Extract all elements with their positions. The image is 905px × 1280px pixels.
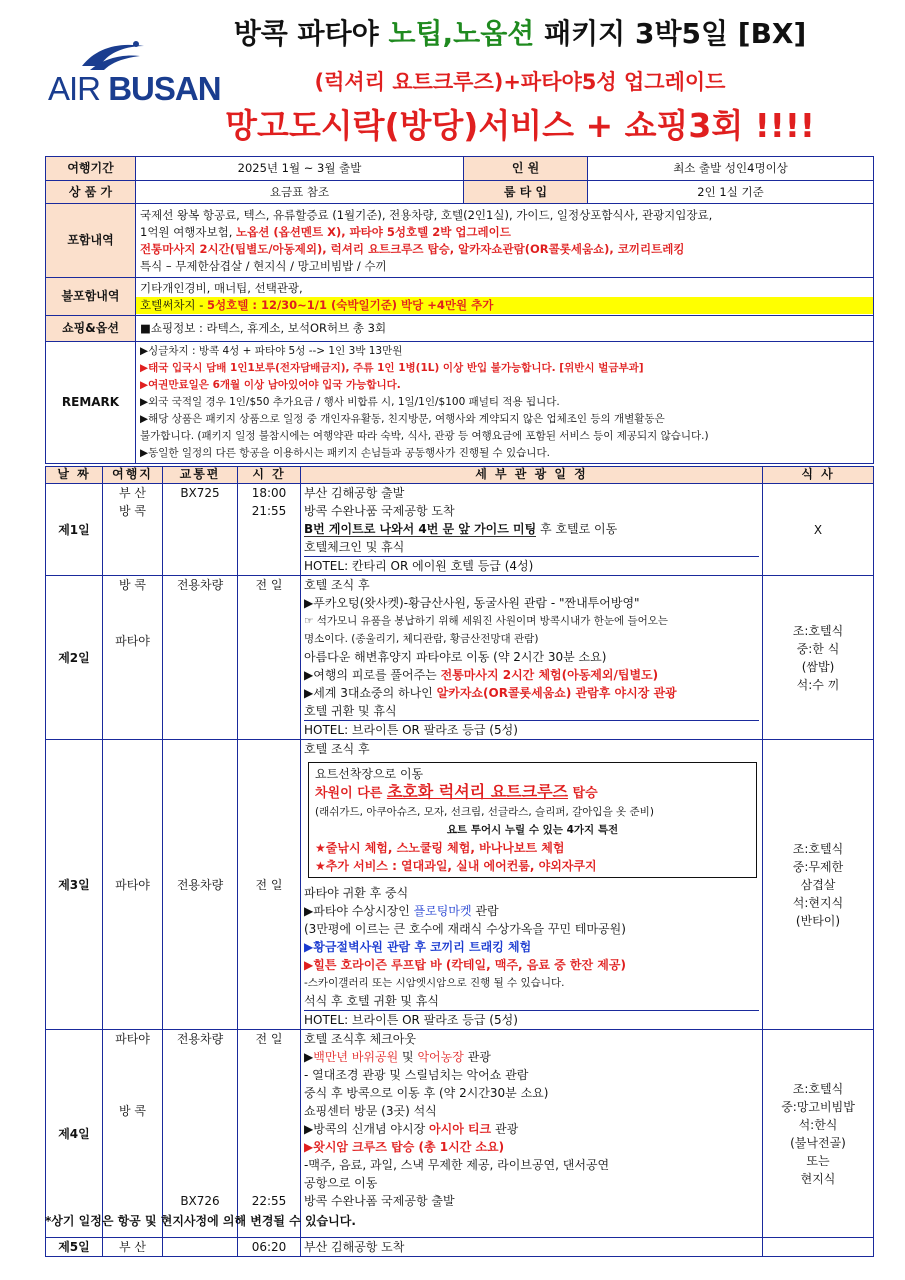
day3-row: 제3일 파타야 전용차량 전 일 호텔 조식 후 요트선착장으로 이동 차원이 다른 초호화 럭셔리 요트크루즈 탑승 (래쉬가드, 아쿠아슈즈, 모자, 선크림, 선글라스, 슬리퍼, 갈아입을 옷 준비) 요트 투어시 누릴 수 있는 4가지 특전 ★줄낚시 체험, 스노쿨링 체험, 바나나보트 체험 ★추가 서비스 : 열대과일, 실내 에어컨룸, 야외자쿠지 파타야 귀환 후 중식 ▶파타야 수상시장인 플로팅마켓 관람 (3만평에 이르는 큰 호수에 재래식 수상가옥을 꾸민 테마공원) ▶황금절벽사원 관람 후 코끼리 트래킹 체험 ▶힐튼 호라이즌 루프탑 바 (칵테일, 맥주, 음료 중 한잔 제공) -스카이갤러리 또는 시암엣시암으로 진행 될 수 있습니다. 석식 후 호텔 귀환 및 휴식 HOTEL: 브라이튼 OR 팔라조 등급 (5성) 조:호텔식 중:무제한 삼겹살 석:현지식 (반타이) [46, 740, 874, 1030]
col-date: 날 짜 [46, 467, 103, 484]
period-label: 여행기간 [46, 157, 136, 181]
info-table [45, 156, 874, 464]
day4-details: 호텔 조식후 체크아웃 ▶백만년 바위공원 및 악어농장 관광 - 열대조경 관광 및 스릴넘치는 악어쇼 관람 중식 후 방콕으로 이동 후 (약 2시간30분 소요) 쇼핑센터 방문 (3곳) 석식 ▶방콕의 신개념 야시장 아시아 티크 관광 ▶왓시암 크루즈 탑승 (총 1시간 소요) -맥주, 음료, 과일, 스낵 무제한 제공, 라이브공연, 댄서공연 공항으로 이동 방콕 수완나폼 국제공항 출발 [301, 1030, 763, 1238]
day3-details: 호텔 조식 후 요트선착장으로 이동 차원이 다른 초호화 럭셔리 요트크루즈 탑승 (래쉬가드, 아쿠아슈즈, 모자, 선크림, 선글라스, 슬리퍼, 갈아입을 옷 준비) 요트 투어시 누릴 수 있는 4가지 특전 ★줄낚시 체험, 스노쿨링 체험, 바나나보트 체험 ★추가 서비스 : 열대과일, 실내 에어컨룸, 야외자쿠지 파타야 귀환 후 중식 ▶파타야 수상시장인 플로팅마켓 관람 (3만평에 이르는 큰 호수에 재래식 수상가옥을 꾸민 테마공원) ▶황금절벽사원 관람 후 코끼리 트래킹 체험 ▶힐튼 호라이즌 루프탑 바 (칵테일, 맥주, 음료 중 한잔 제공) -스카이갤러리 또는 시암엣시암으로 진행 될 수 있습니다. 석식 후 호텔 귀환 및 휴식 HOTEL: 브라이튼 OR 팔라조 등급 (5성) [301, 740, 763, 1030]
title-headline: 망고도시락(방당)서비스 + 쇼핑3회 !!!! [225, 106, 815, 145]
col-meal: 식 사 [763, 467, 874, 484]
price-label: 상 품 가 [46, 181, 136, 204]
included-label: 포함내역 [46, 204, 136, 278]
remark-label: REMARK [46, 342, 136, 464]
excluded-label: 불포함내역 [46, 278, 136, 316]
shopping-details: ■쇼핑정보 : 라텍스, 휴게소, 보석OR허브 총 3회 [136, 316, 874, 342]
price-value: 요금표 참조 [136, 181, 464, 204]
day1-details: 부산 김해공항 출발 방콕 수완나품 국제공항 도착 B번 게이트로 나와서 4번 문 앞 가이드 미팅 후 호텔로 이동 호텔체크인 및 휴식 HOTEL: 칸타리 OR 에이원 호텔 등급 (4성) [301, 484, 763, 576]
people-value: 최소 출발 성인4명이상 [588, 157, 874, 181]
day5-row: 제5일 부 산 06:20 부산 김해공항 도착 [46, 1238, 874, 1257]
included-details: 국제선 왕복 항공료, 텍스, 유류할증료 (1월기준), 전용차량, 호텔(2인1실), 가이드, 일정상포함식사, 관광지입장료, 1억원 여행자보험, 노옵션 (옵션멘트 X), 파타야 5성호텔 2박 업그레이드 전통마사지 2시간(팁별도/아동제외), 럭셔리 요트크루즈 탑승, 알카자쇼관람(OR콜롯세움쇼), 코끼리트레킹 특식 – 무제한삼겹살 / 현지식 / 망고비빔밥 / 수끼 [136, 204, 874, 278]
day1-row: 제1일 부 산 방 콕 BX725 18:00 21:55 부산 김해공항 출발 방콕 수완나품 국제공항 도착 B번 게이트로 나와서 4번 문 앞 가이드 미팅 후 호텔로 이동 호텔체크인 및 휴식 HOTEL: 칸타리 OR 에이원 호텔 등급 (4성) X [46, 484, 874, 576]
room-value: 2인 1실 기준 [588, 181, 874, 204]
shopping-label: 쇼핑&옵션 [46, 316, 136, 342]
day2-row: 제2일 방 콕 파타야 전용차량 전 일 호텔 조식 후 ▶푸카오텅(왓사켓)-황금산사원, 동굴사원 관람 - "짠내투어방영" ☞ 석가모니 유품을 봉납하기 위해 세워진 사원이며 방콕시내가 한눈에 들어오는 명소이다. (종울리기, 체디관람, 황금산전망대 관람) 아름다운 해변휴양지 파타야로 이동 (약 2시간 30분 소요) ▶여행의 피로를 풀어주는 전통마사지 2시간 체험(아동제외/팁별도) ▶세계 3대쇼중의 하나인 알카자쇼(OR콜롯세움쇼) 관람후 야시장 관광 호텔 귀환 및 휴식 HOTEL: 브라이튼 OR 팔라조 등급 (5성) 조:호텔식 중:한 식 (쌈밥) 석:수 끼 [46, 576, 874, 740]
col-transport: 교통편 [163, 467, 238, 484]
logo-wordmark: AIR BUSAN [48, 70, 221, 107]
day2-details: 호텔 조식 후 ▶푸카오텅(왓사켓)-황금산사원, 동굴사원 관람 - "짠내투어방영" ☞ 석가모니 유품을 봉납하기 위해 세워진 사원이며 방콕시내가 한눈에 들어오는 명소이다. (종울리기, 체디관람, 황금산전망대 관람) 아름다운 해변휴양지 파타야로 이동 (약 2시간 30분 소요) ▶여행의 피로를 풀어주는 전통마사지 2시간 체험(아동제외/팁별도) ▶세계 3대쇼중의 하나인 알카자쇼(OR콜롯세움쇼) 관람후 야시장 관광 호텔 귀환 및 휴식 HOTEL: 브라이튼 OR 팔라조 등급 (5성) [301, 576, 763, 740]
day4-row: 제4일 파타야 방 콕 전용차량 BX726 전 일 22:55 호텔 조식후 체크아웃 ▶백만년 바위공원 및 악어농장 관광 - 열대조경 관광 및 스릴넘치는 악어쇼 관람 중식 후 방콕으로 이동 후 (약 2시간30분 소요) 쇼핑센터 방문 (3곳) 석식 ▶방콕의 신개념 야시장 아시아 티크 관광 ▶왓시암 크루즈 탑승 (총 1시간 소요) -맥주, 음료, 과일, 스낵 무제한 제공, 라이브공연, 댄서공연 공항으로 이동 방콕 수완나폼 국제공항 출발 조:호텔식 중:망고비빔밥 석:한식 (불낙전골) 또는 현지식 [46, 1030, 874, 1238]
remark-details: ▶싱글차지 : 방콕 4성 + 파타야 5성 --> 1인 3박 13만원 ▶태국 입국시 담배 1인1보루(전자담배금지), 주류 1인 1병(1L) 이상 반입 불가능합니다. [위반시 벌금부과] ▶여권만료일은 6개월 이상 남아있어야 입국 가능합니다. ▶외국 국적일 경우 1인/$50 추가요금 / 행사 비합류 시, 1일/1인/$100 패널티 적용 됩니다. ▶해당 상품은 패키지 상품으로 일정 중 개인자유활동, 친지방문, 여행사와 계약되지 않은 업체조인 등의 개별활동은 불가합니다. (패키지 일정 불참시에는 여행약관 따라 숙박, 식사, 관광 등 여행요금에 포함된 서비스 등이 제공되지 않습니다.) ▶동일한 일정의 다른 항공을 이용하시는 패키지 손님들과 공동행사가 진행될 수 있습니다. [136, 342, 874, 464]
room-label: 룸 타 입 [464, 181, 588, 204]
col-place: 여행지 [103, 467, 163, 484]
page-header [0, 0, 905, 152]
excluded-details: 기타개인경비, 매너팁, 선택관광, 호텔써차지 - 5성호텔 : 12/30~1/1 (숙박일기준) 박당 +4만원 추가 [136, 278, 874, 316]
title-sub: (럭셔리 요트크루즈)+파타야5성 업그레이드 [314, 70, 726, 94]
title-main: 방콕 파타야 노팁,노옵션 패키지 3박5일 [BX] [233, 17, 807, 50]
footnote: *상기 일정은 항공 및 현지사정에 의해 변경될 수 있습니다. [45, 1214, 356, 1228]
schedule-table [45, 466, 874, 1257]
period-value: 2025년 1월 ~ 3월 출발 [136, 157, 464, 181]
people-label: 인 원 [464, 157, 588, 181]
col-time: 시 간 [238, 467, 301, 484]
col-details: 세 부 관 광 일 정 [301, 467, 763, 484]
yacht-cruise-box: 요트선착장으로 이동 차원이 다른 초호화 럭셔리 요트크루즈 탑승 (래쉬가드, 아쿠아슈즈, 모자, 선크림, 선글라스, 슬리퍼, 갈아입을 옷 준비) 요트 투어시 누릴 수 있는 4가지 특전 ★줄낚시 체험, 스노쿨링 체험, 바나나보트 체험 ★추가 서비스 : 열대과일, 실내 에어컨룸, 야외자쿠지 [308, 762, 757, 878]
